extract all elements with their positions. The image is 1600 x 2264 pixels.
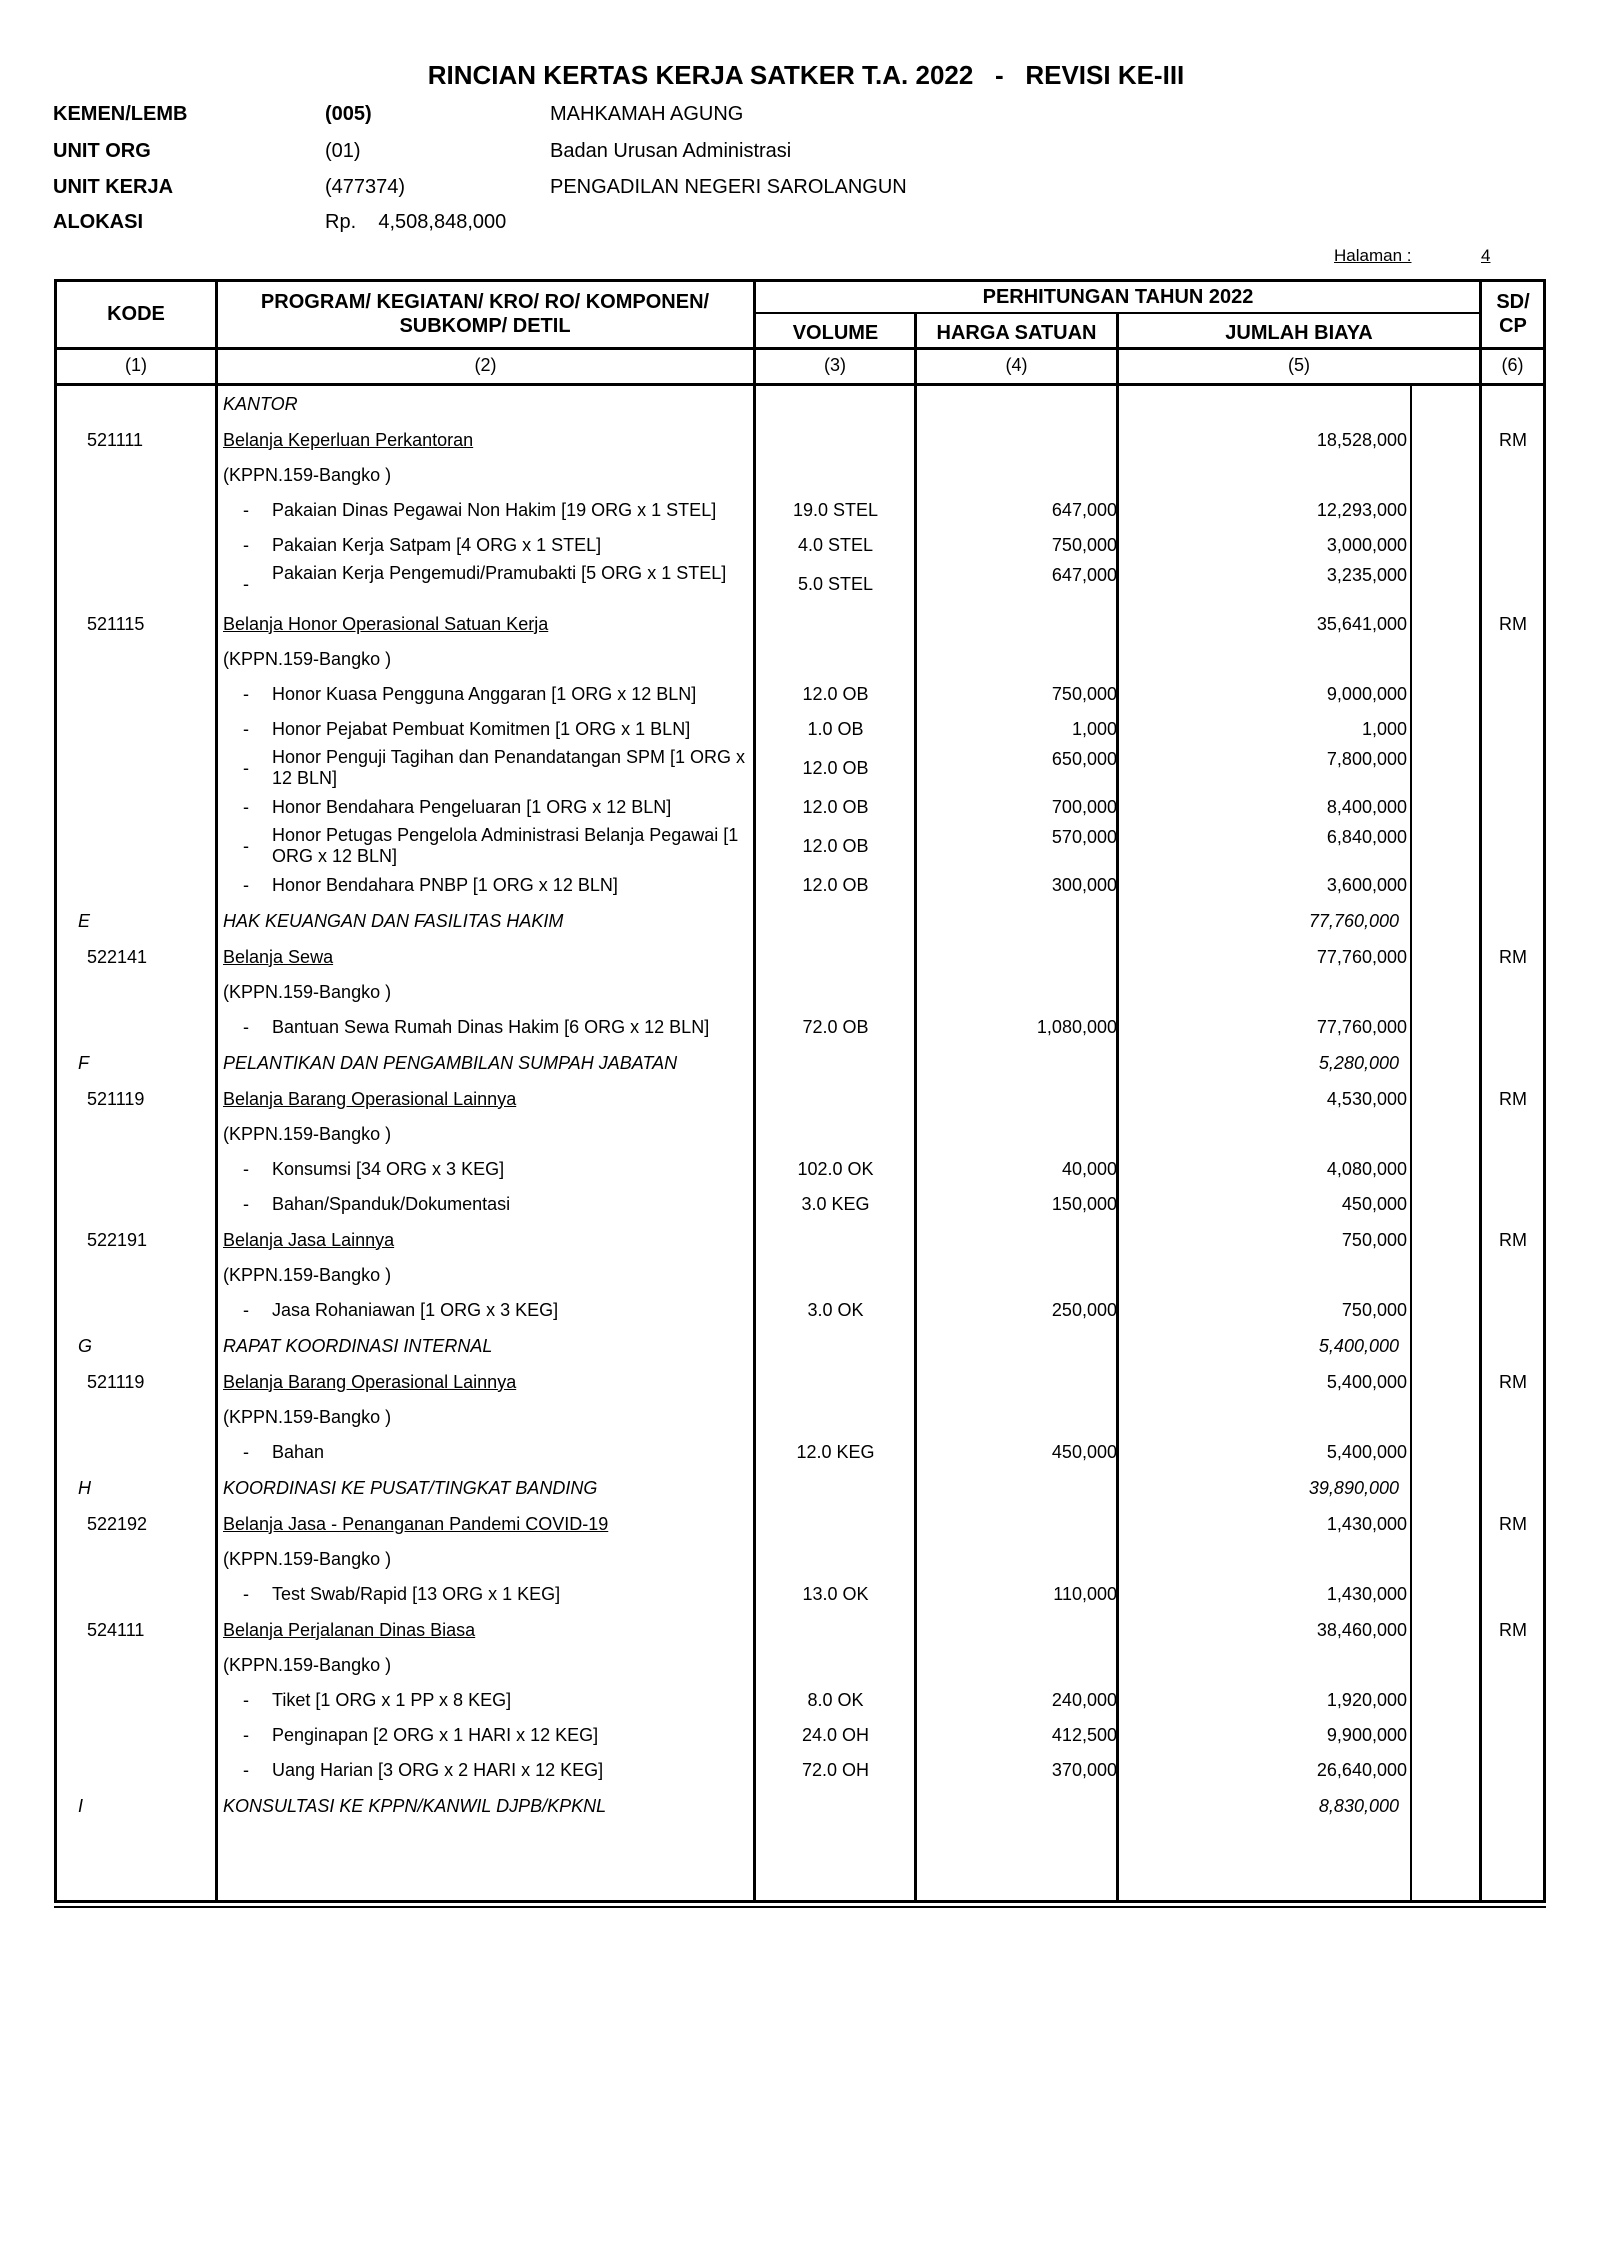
detail-volume: 24.0 OH bbox=[801, 1725, 870, 1745]
detail-volume: 1.0 OB bbox=[807, 719, 864, 739]
account-row bbox=[0, 606, 1600, 642]
detail-description: Bahan bbox=[272, 1442, 325, 1462]
colnum-6: (6) bbox=[1501, 355, 1524, 375]
account-total: 18,528,000 bbox=[1316, 429, 1407, 450]
detail-unit-price: 1,080,000 bbox=[1036, 1017, 1117, 1037]
category-row bbox=[0, 903, 1600, 939]
detail-volume: 72.0 OB bbox=[802, 1017, 869, 1037]
info-label-unit-kerja: UNIT KERJA bbox=[53, 176, 174, 198]
funding-source: RM bbox=[1499, 1088, 1527, 1109]
detail-amount: 750,000 bbox=[1341, 1300, 1407, 1320]
detail-description: Bantuan Sewa Rumah Dinas Hakim [6 ORG x 12 BLN] bbox=[272, 1017, 710, 1037]
detail-description: Honor Pejabat Pembuat Komitmen [1 ORG x 1 BLN] bbox=[272, 719, 691, 739]
detail-row bbox=[0, 563, 1600, 606]
detail-row bbox=[0, 677, 1600, 712]
kppn-row bbox=[0, 1400, 1600, 1435]
detail-amount: 9,900,000 bbox=[1326, 1725, 1407, 1745]
account-total: 77,760,000 bbox=[1316, 946, 1407, 967]
detail-unit-price: 300,000 bbox=[1051, 875, 1117, 895]
detail-description: Pakaian Kerja Satpam [4 ORG x 1 STEL] bbox=[272, 535, 602, 555]
kppn-row bbox=[0, 642, 1600, 677]
colnum-3: (3) bbox=[824, 355, 846, 375]
detail-description: Pakaian Dinas Pegawai Non Hakim [19 ORG x 1 STEL] bbox=[272, 500, 717, 520]
detail-row bbox=[0, 747, 1600, 790]
detail-unit-price: 647,000 bbox=[1051, 565, 1117, 585]
account-name: Belanja Jasa Lainnya bbox=[223, 1229, 395, 1250]
detail-unit-price: 700,000 bbox=[1051, 797, 1117, 817]
category-total: 39,890,000 bbox=[1308, 1477, 1399, 1498]
colnum-4: (4) bbox=[1005, 355, 1028, 375]
info-code-kemen: (005) bbox=[325, 103, 372, 125]
category-row bbox=[0, 386, 1600, 422]
kppn-label: (KPPN.159-Bangko ) bbox=[223, 465, 392, 485]
detail-amount: 26,640,000 bbox=[1316, 1760, 1407, 1780]
table-bottom-double-border bbox=[54, 1906, 1546, 1908]
category-row bbox=[0, 1788, 1600, 1824]
account-total: 750,000 bbox=[1341, 1229, 1407, 1250]
info-value-alokasi: Rp. 4,508,848,000 bbox=[325, 211, 507, 233]
detail-volume: 12.0 KEG bbox=[796, 1442, 875, 1462]
header-program: PROGRAM/ KEGIATAN/ KRO/ RO/ KOMPONEN/ SUBKOMP/ DETIL bbox=[260, 291, 710, 337]
detail-unit-price: 412,500 bbox=[1051, 1725, 1117, 1745]
account-row bbox=[0, 1081, 1600, 1117]
document-title: RINCIAN KERTAS KERJA SATKER T.A. 2022 - REVISI KE-III bbox=[427, 60, 1185, 90]
account-code: 522141 bbox=[87, 946, 148, 967]
detail-volume: 5.0 STEL bbox=[797, 574, 874, 594]
detail-amount: 1,920,000 bbox=[1326, 1690, 1407, 1710]
account-name: Belanja Perjalanan Dinas Biasa bbox=[223, 1619, 476, 1640]
header-bottom-border bbox=[54, 347, 1546, 350]
detail-unit-price: 240,000 bbox=[1051, 1690, 1117, 1710]
header-volume: VOLUME bbox=[792, 322, 879, 344]
account-total: 5,400,000 bbox=[1326, 1371, 1407, 1392]
detail-row bbox=[0, 528, 1600, 563]
colnum-1: (1) bbox=[125, 355, 147, 375]
detail-volume: 12.0 OB bbox=[802, 836, 869, 856]
funding-source: RM bbox=[1499, 1229, 1527, 1250]
category-name: HAK KEUANGAN DAN FASILITAS HAKIM bbox=[223, 910, 564, 931]
detail-amount: 4,080,000 bbox=[1326, 1159, 1407, 1179]
detail-amount: 3,000,000 bbox=[1326, 535, 1407, 555]
detail-volume: 12.0 OB bbox=[802, 684, 869, 704]
detail-row bbox=[0, 825, 1600, 868]
detail-description: Honor Petugas Pengelola Administrasi Belanja Pegawai [1 ORG x 12 BLN] bbox=[272, 825, 739, 866]
detail-unit-price: 570,000 bbox=[1051, 827, 1117, 847]
bullet-dash: - bbox=[243, 1159, 249, 1179]
bullet-dash: - bbox=[243, 1584, 249, 1604]
detail-amount: 1,000 bbox=[1361, 719, 1407, 739]
category-row bbox=[0, 1470, 1600, 1506]
category-code: E bbox=[78, 910, 91, 931]
colnum-5: (5) bbox=[1288, 355, 1310, 375]
account-row bbox=[0, 1612, 1600, 1648]
account-name: Belanja Honor Operasional Satuan Kerja bbox=[223, 613, 549, 634]
detail-description: Uang Harian [3 ORG x 2 HARI x 12 KEG] bbox=[272, 1760, 604, 1780]
detail-description: Jasa Rohaniawan [1 ORG x 3 KEG] bbox=[272, 1300, 559, 1320]
bullet-dash: - bbox=[243, 797, 249, 817]
detail-unit-price: 1,000 bbox=[1071, 719, 1117, 739]
bullet-dash: - bbox=[243, 719, 249, 739]
category-code: H bbox=[78, 1477, 91, 1498]
detail-description: Test Swab/Rapid [13 ORG x 1 KEG] bbox=[272, 1584, 561, 1604]
funding-source: RM bbox=[1499, 1371, 1527, 1392]
detail-volume: 19.0 STEL bbox=[792, 500, 879, 520]
funding-source: RM bbox=[1499, 429, 1527, 450]
bullet-dash: - bbox=[243, 758, 249, 778]
info-code-unit-org: (01) bbox=[325, 140, 361, 162]
bullet-dash: - bbox=[243, 1725, 249, 1745]
info-label-unit-org: UNIT ORG bbox=[53, 140, 151, 162]
category-row bbox=[0, 1328, 1600, 1364]
detail-volume: 102.0 OK bbox=[797, 1159, 874, 1179]
category-name: KONSULTASI KE KPPN/KANWIL DJPB/KPKNL bbox=[223, 1795, 607, 1816]
detail-row bbox=[0, 1187, 1600, 1222]
account-name: Belanja Sewa bbox=[223, 946, 334, 967]
bullet-dash: - bbox=[243, 1017, 249, 1037]
funding-source: RM bbox=[1499, 1513, 1527, 1534]
detail-row bbox=[0, 1435, 1600, 1470]
kppn-label: (KPPN.159-Bangko ) bbox=[223, 982, 392, 1002]
info-name-unit-kerja: PENGADILAN NEGERI SAROLANGUN bbox=[550, 176, 907, 198]
kppn-row bbox=[0, 1258, 1600, 1293]
detail-unit-price: 250,000 bbox=[1051, 1300, 1117, 1320]
table-top-border bbox=[54, 279, 1546, 282]
bullet-dash: - bbox=[243, 1194, 249, 1214]
category-name: KOORDINASI KE PUSAT/TINGKAT BANDING bbox=[223, 1477, 598, 1498]
account-total: 35,641,000 bbox=[1316, 613, 1407, 634]
info-label-kemen: KEMEN/LEMB bbox=[53, 103, 188, 125]
detail-description: Pakaian Kerja Pengemudi/Pramubakti [5 ORG x 1 STEL] bbox=[272, 563, 727, 583]
info-code-unit-kerja: (477374) bbox=[325, 176, 406, 198]
account-code: 522192 bbox=[87, 1513, 148, 1534]
detail-amount: 77,760,000 bbox=[1316, 1017, 1407, 1037]
colnum-2: (2) bbox=[474, 355, 497, 375]
detail-description: Tiket [1 ORG x 1 PP x 8 KEG] bbox=[272, 1690, 512, 1710]
category-total: 77,760,000 bbox=[1308, 910, 1399, 931]
detail-description: Bahan/Spanduk/Dokumentasi bbox=[272, 1194, 511, 1214]
detail-amount: 3,600,000 bbox=[1326, 875, 1407, 895]
detail-amount: 5,400,000 bbox=[1326, 1442, 1407, 1462]
detail-description: Honor Kuasa Pengguna Anggaran [1 ORG x 12 BLN] bbox=[272, 684, 697, 704]
detail-unit-price: 650,000 bbox=[1051, 749, 1117, 769]
detail-description: Honor Bendahara PNBP [1 ORG x 12 BLN] bbox=[272, 875, 618, 895]
detail-description: Konsumsi [34 ORG x 3 KEG] bbox=[272, 1159, 505, 1179]
header-kode: KODE bbox=[107, 303, 165, 325]
info-name-unit-org: Badan Urusan Administrasi bbox=[550, 140, 792, 162]
detail-unit-price: 750,000 bbox=[1051, 684, 1117, 704]
bullet-dash: - bbox=[243, 574, 249, 594]
account-code: 521119 bbox=[87, 1371, 145, 1392]
detail-unit-price: 370,000 bbox=[1051, 1760, 1117, 1780]
bullet-dash: - bbox=[243, 500, 249, 520]
account-code: 524111 bbox=[87, 1619, 145, 1640]
detail-unit-price: 647,000 bbox=[1051, 500, 1117, 520]
account-name: Belanja Barang Operasional Lainnya bbox=[223, 1371, 517, 1392]
header-jumlah-biaya: JUMLAH BIAYA bbox=[1225, 322, 1373, 344]
table-bottom-border bbox=[54, 1900, 1546, 1903]
account-name: Belanja Barang Operasional Lainnya bbox=[223, 1088, 517, 1109]
account-row bbox=[0, 939, 1600, 975]
detail-row bbox=[0, 493, 1600, 528]
detail-row bbox=[0, 1010, 1600, 1045]
bullet-dash: - bbox=[243, 1442, 249, 1462]
account-code: 521111 bbox=[87, 429, 144, 450]
detail-volume: 3.0 KEG bbox=[801, 1194, 870, 1214]
detail-unit-price: 40,000 bbox=[1061, 1159, 1117, 1179]
detail-amount: 6,840,000 bbox=[1326, 827, 1407, 847]
account-row bbox=[0, 1506, 1600, 1542]
detail-volume: 4.0 STEL bbox=[797, 535, 874, 555]
detail-amount: 1,430,000 bbox=[1326, 1584, 1407, 1604]
info-label-alokasi: ALOKASI bbox=[53, 211, 143, 233]
detail-description: Penginapan [2 ORG x 1 HARI x 12 KEG] bbox=[272, 1725, 599, 1745]
category-total: 5,400,000 bbox=[1318, 1335, 1399, 1356]
detail-row bbox=[0, 1293, 1600, 1328]
detail-unit-price: 750,000 bbox=[1051, 535, 1117, 555]
category-code: G bbox=[78, 1335, 93, 1356]
bullet-dash: - bbox=[243, 684, 249, 704]
header-sd-cp: SD/ CP bbox=[1496, 291, 1530, 337]
detail-amount: 450,000 bbox=[1341, 1194, 1407, 1214]
account-name: Belanja Jasa - Penanganan Pandemi COVID-19 bbox=[223, 1513, 609, 1534]
category-code: I bbox=[78, 1795, 84, 1816]
detail-description: Honor Penguji Tagihan dan Penandatangan SPM [1 ORG x 12 BLN] bbox=[272, 747, 745, 788]
kppn-label: (KPPN.159-Bangko ) bbox=[223, 1655, 392, 1675]
category-name: RAPAT KOORDINASI INTERNAL bbox=[223, 1335, 493, 1356]
header-harga-satuan: HARGA SATUAN bbox=[936, 322, 1097, 344]
detail-volume: 12.0 OB bbox=[802, 797, 869, 817]
category-code: F bbox=[78, 1052, 89, 1073]
info-name-kemen: MAHKAMAH AGUNG bbox=[550, 103, 744, 125]
detail-amount: 8,400,000 bbox=[1326, 797, 1407, 817]
account-row bbox=[0, 422, 1600, 458]
detail-volume: 12.0 OB bbox=[802, 758, 869, 778]
kppn-label: (KPPN.159-Bangko ) bbox=[223, 649, 392, 669]
header-perhitungan: PERHITUNGAN TAHUN 2022 bbox=[982, 286, 1254, 308]
account-row bbox=[0, 1364, 1600, 1400]
funding-source: RM bbox=[1499, 946, 1527, 967]
detail-amount: 12,293,000 bbox=[1316, 500, 1407, 520]
account-total: 38,460,000 bbox=[1316, 1619, 1407, 1640]
bullet-dash: - bbox=[243, 1690, 249, 1710]
kppn-label: (KPPN.159-Bangko ) bbox=[223, 1265, 392, 1285]
account-code: 522191 bbox=[87, 1229, 148, 1250]
category-row bbox=[0, 1045, 1600, 1081]
account-code: 521115 bbox=[87, 613, 145, 634]
detail-row bbox=[0, 790, 1600, 825]
detail-volume: 13.0 OK bbox=[802, 1584, 869, 1604]
detail-amount: 9,000,000 bbox=[1326, 684, 1407, 704]
detail-unit-price: 150,000 bbox=[1051, 1194, 1117, 1214]
account-name: Belanja Keperluan Perkantoran bbox=[223, 429, 474, 450]
kppn-label: (KPPN.159-Bangko ) bbox=[223, 1124, 392, 1144]
detail-row bbox=[0, 712, 1600, 747]
kppn-label: (KPPN.159-Bangko ) bbox=[223, 1549, 392, 1569]
bullet-dash: - bbox=[243, 875, 249, 895]
kppn-row bbox=[0, 1648, 1600, 1683]
detail-unit-price: 450,000 bbox=[1051, 1442, 1117, 1462]
detail-amount: 7,800,000 bbox=[1326, 749, 1407, 769]
detail-row bbox=[0, 868, 1600, 903]
kppn-label: (KPPN.159-Bangko ) bbox=[223, 1407, 392, 1427]
category-total: 5,280,000 bbox=[1318, 1052, 1399, 1073]
detail-row bbox=[0, 1753, 1600, 1788]
bullet-dash: - bbox=[243, 535, 249, 555]
detail-unit-price: 110,000 bbox=[1053, 1584, 1117, 1604]
funding-source: RM bbox=[1499, 613, 1527, 634]
funding-source: RM bbox=[1499, 1619, 1527, 1640]
detail-row bbox=[0, 1718, 1600, 1753]
kppn-row bbox=[0, 1117, 1600, 1152]
detail-volume: 8.0 OK bbox=[807, 1690, 864, 1710]
detail-volume: 3.0 OK bbox=[807, 1300, 864, 1320]
category-name: KANTOR bbox=[223, 393, 298, 414]
kppn-row bbox=[0, 458, 1600, 493]
bullet-dash: - bbox=[243, 836, 249, 856]
detail-volume: 12.0 OB bbox=[802, 875, 869, 895]
kppn-row bbox=[0, 975, 1600, 1010]
detail-volume: 72.0 OH bbox=[801, 1760, 870, 1780]
account-row bbox=[0, 1222, 1600, 1258]
detail-amount: 3,235,000 bbox=[1326, 565, 1407, 585]
account-total: 1,430,000 bbox=[1326, 1513, 1407, 1534]
page-label: Halaman : bbox=[1334, 246, 1412, 265]
category-name: PELANTIKAN DAN PENGAMBILAN SUMPAH JABATAN bbox=[223, 1052, 678, 1073]
account-code: 521119 bbox=[87, 1088, 145, 1109]
detail-row bbox=[0, 1577, 1600, 1612]
category-total: 8,830,000 bbox=[1318, 1795, 1399, 1816]
bullet-dash: - bbox=[243, 1300, 249, 1320]
account-total: 4,530,000 bbox=[1326, 1088, 1407, 1109]
kppn-row bbox=[0, 1542, 1600, 1577]
detail-row bbox=[0, 1152, 1600, 1187]
detail-row bbox=[0, 1683, 1600, 1718]
detail-description: Honor Bendahara Pengeluaran [1 ORG x 12 BLN] bbox=[272, 797, 672, 817]
bullet-dash: - bbox=[243, 1760, 249, 1780]
page-number: 4 bbox=[1481, 246, 1491, 265]
